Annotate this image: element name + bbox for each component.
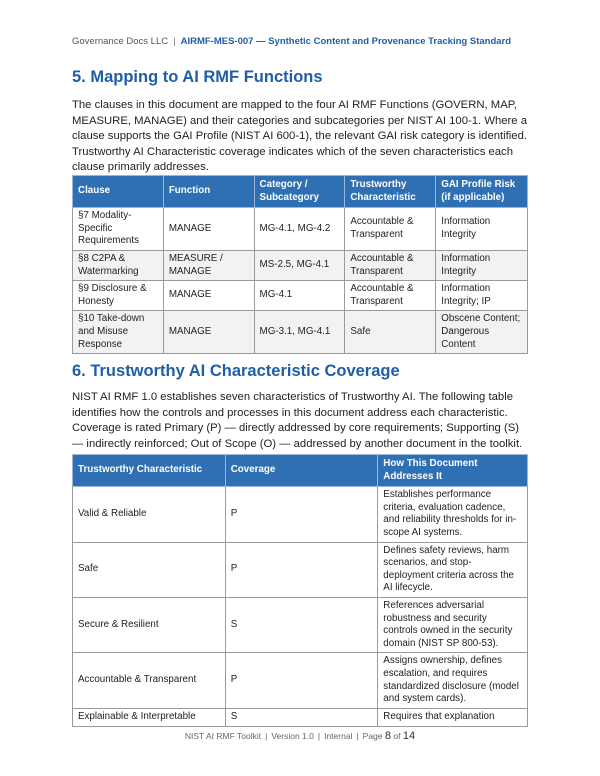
risk-cell: Obscene Content; Dangerous Content <box>436 311 528 354</box>
characteristic-cell: Valid & Reliable <box>73 487 226 542</box>
function-cell: MANAGE <box>163 311 254 354</box>
column-header: Clause <box>73 176 164 208</box>
table-row <box>73 542 528 597</box>
coverage-cell: S <box>225 708 378 726</box>
clause-cell: §9 Disclosure & Honesty <box>73 281 164 311</box>
column-header: Function <box>163 176 254 208</box>
coverage-cell: P <box>225 542 378 597</box>
table-row <box>73 487 528 542</box>
section-6-heading: 6. Trustworthy AI Characteristic Coverage <box>72 362 400 380</box>
how-cell: Establishes performance criteria, evaluation cadence, and reliability thresholds for in-scope AI systems. <box>378 487 528 542</box>
footer-separator: | <box>356 731 359 741</box>
characteristic-cell: Safe <box>73 542 226 597</box>
footer-separator: | <box>265 731 268 741</box>
table-row <box>73 311 528 354</box>
clause-cell: §8 C2PA & Watermarking <box>73 250 164 280</box>
risk-cell: Information Integrity; IP <box>436 281 528 311</box>
table-header-row <box>73 455 528 487</box>
document-title: AIRMF-MES-007 — Synthetic Content and Provenance Tracking Standard <box>180 36 512 47</box>
column-header: Trustworthy Characteristic <box>73 455 226 487</box>
function-mapping-table <box>72 175 528 354</box>
function-cell: MANAGE <box>163 281 254 311</box>
characteristic-cell: Explainable & Interpretable <box>73 708 226 726</box>
org-name: Governance Docs LLC <box>72 36 169 47</box>
clause-cell: §7 Modality-Specific Requirements <box>73 208 164 251</box>
risk-cell: Information Integrity <box>436 250 528 280</box>
table-row <box>73 653 528 708</box>
coverage-cell: P <box>225 487 378 542</box>
column-header: How This Document Addresses It <box>378 455 528 487</box>
page-total: 14 <box>402 730 416 742</box>
characteristic-cell: Accountable & Transparent <box>73 653 226 708</box>
category-cell: MG-3.1, MG-4.1 <box>254 311 345 354</box>
column-header: Coverage <box>225 455 378 487</box>
coverage-cell: S <box>225 597 378 652</box>
table-row <box>73 281 528 311</box>
table-row <box>73 708 528 726</box>
page-header <box>72 36 511 47</box>
footer-classification: Internal <box>324 731 353 741</box>
column-header: Category / Subcategory <box>254 176 345 208</box>
table-row <box>73 597 528 652</box>
function-cell: MEASURE / MANAGE <box>163 250 254 280</box>
page-word: Page <box>362 731 383 741</box>
page-number: 8 <box>384 730 392 742</box>
how-cell: References adversarial robustness and security controls owned in the security domain (NIST SP 800-53). <box>378 597 528 652</box>
table-row <box>73 208 528 251</box>
characteristic-coverage-table <box>72 454 528 727</box>
clause-cell: §10 Take-down and Misuse Response <box>73 311 164 354</box>
table-header-row <box>73 176 528 208</box>
category-cell: MS-2.5, MG-4.1 <box>254 250 345 280</box>
section-5-heading: 5. Mapping to AI RMF Functions <box>72 68 323 86</box>
footer-version: Version 1.0 <box>271 731 314 741</box>
section-5-intro: The clauses in this document are mapped to the four AI RMF Functions (GOVERN, MAP, MEASURE, MANAGE) and their categories and subcategories per NIST AI 100-1. Where a clause supports the GAI Profile (NIST AI 600-1), the relevant GAI risk category is identified. Trustworthy AI Characteristic coverage indicates which of the seven characteristics each clause primarily addresses. <box>72 99 528 173</box>
page-footer <box>0 730 600 742</box>
function-cell: MANAGE <box>163 208 254 251</box>
footer-separator: | <box>317 731 321 741</box>
how-cell: Defines safety reviews, harm scenarios, and stop-deployment criteria across the AI lifecycle. <box>378 542 528 597</box>
table-row <box>73 250 528 280</box>
characteristic-cell: Secure & Resilient <box>73 597 226 652</box>
category-cell: MG-4.1, MG-4.2 <box>254 208 345 251</box>
risk-cell: Information Integrity <box>436 208 528 251</box>
characteristic-cell: Safe <box>345 311 436 354</box>
characteristic-cell: Accountable & Transparent <box>345 250 436 280</box>
column-header: Trustworthy Characteristic <box>345 176 436 208</box>
category-cell: MG-4.1 <box>254 281 345 311</box>
footer-toolkit: NIST AI RMF Toolkit <box>184 731 262 741</box>
characteristic-cell: Accountable & Transparent <box>345 281 436 311</box>
of-word: of <box>393 731 401 741</box>
how-cell: Assigns ownership, defines escalation, and requires standardized disclosure (model and system cards). <box>378 653 528 708</box>
column-header: GAI Profile Risk (if applicable) <box>436 176 528 208</box>
section-6-intro: NIST AI RMF 1.0 establishes seven characteristics of Trustworthy AI. The following table identifies how the controls and processes in this document address each characteristic. Coverage is rated Primary (P) — directly addressed by core requirements; Supporting (S) — indirectly reinforced; Out of Scope (O) — addressed by another document in the toolkit. <box>72 391 523 450</box>
characteristic-cell: Accountable & Transparent <box>345 208 436 251</box>
how-cell: Requires that explanation <box>378 708 528 726</box>
header-separator: | <box>173 36 176 47</box>
coverage-cell: P <box>225 653 378 708</box>
